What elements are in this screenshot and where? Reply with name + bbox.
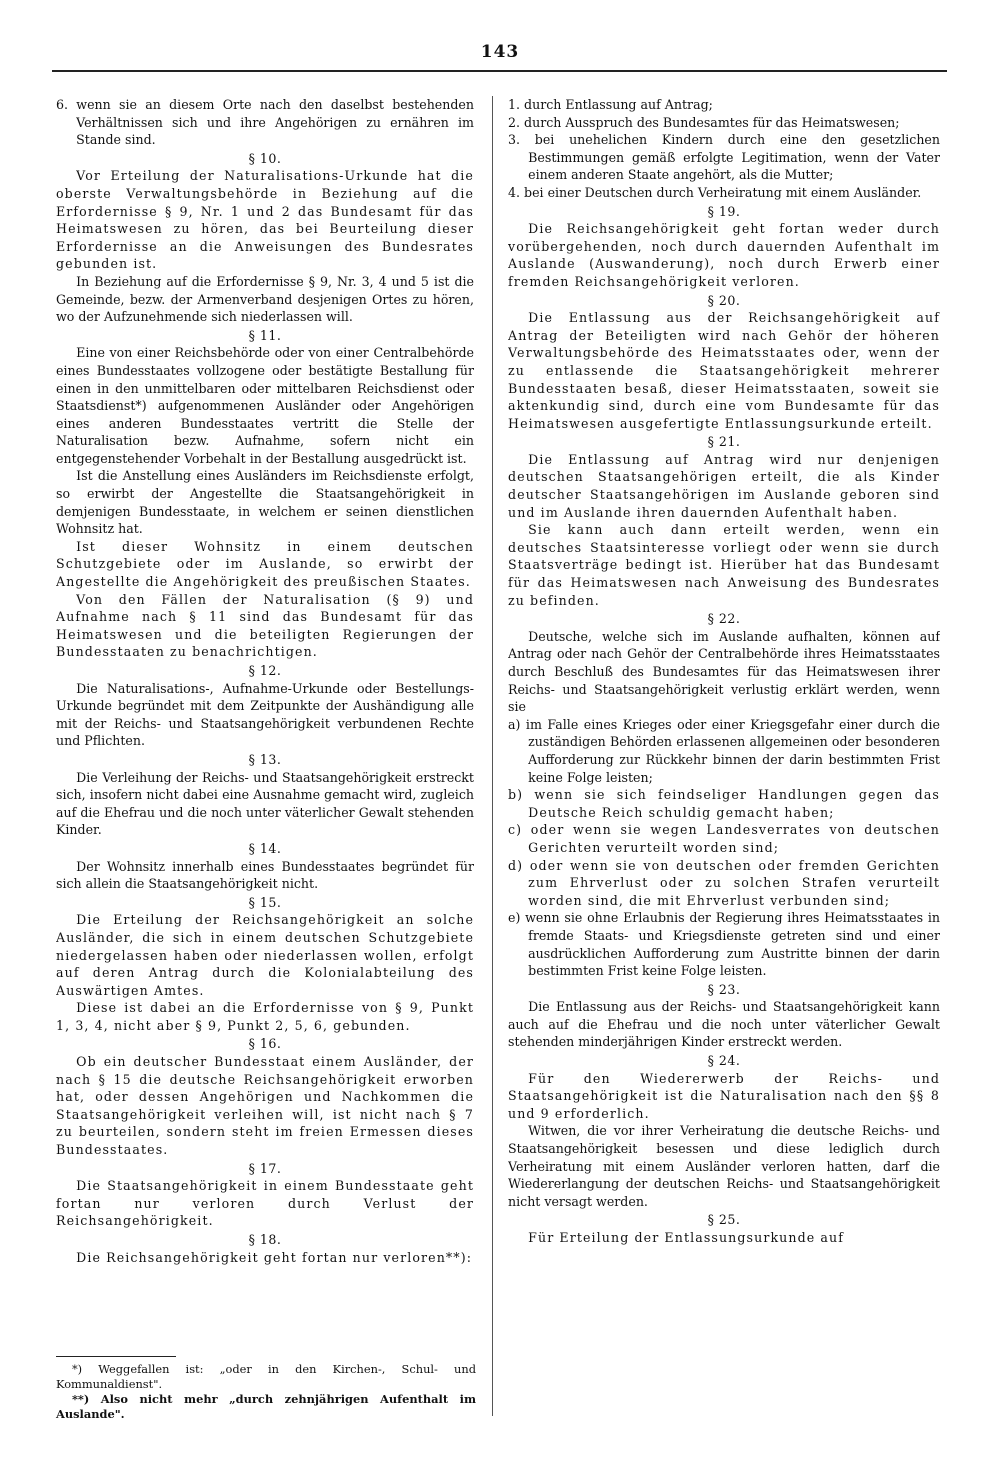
page-number: 143 [480, 42, 520, 62]
right-paragraph: a) im Falle eines Krieges oder einer Kriegsgefahr einer durch die zuständigen Behörden erlassenen allgemeinen oder besonderen Aufforderung zur Rückkehr binnen der darin bestimmten Frist keine Folge leisten; [508, 716, 940, 785]
left-section-heading: § 11. [248, 327, 282, 343]
left-paragraph: Die Verleihung der Reichs- und Staatsangehörigkeit erstreckt sich, insofern nicht dabei eine Ausnahme gemacht wird, zugleich auf die Ehefrau und die noch unter väterlicher Gewalt stehenden Kinder. [56, 769, 474, 838]
footnote-1: *) Weggefallen ist: „oder in den Kirchen-, Schul- und Kommunaldienst". [56, 1362, 476, 1391]
left-section-heading: § 18. [248, 1232, 282, 1247]
left-column [56, 96, 474, 1416]
column-divider [492, 96, 493, 1416]
left-paragraph: Diese ist dabei an die Erfordernisse von § 9, Punkt 1, 3, 4, nicht aber § 9, Punkt 2, 5, 6, gebunden. [56, 1000, 474, 1033]
left-paragraph: Die Staatsangehörigkeit in einem Bundesstaate geht fortan nur verloren durch Verlust der Reichsangehörigkeit. [56, 1178, 474, 1229]
left-paragraph: Ob ein deutscher Bundesstaat einem Ausländer, der nach § 15 die deutsche Reichsangehörigkeit erworben hat, oder dessen Angehörigen und Nachkommen die Staatsangehörigkeit verleihen will, ist nicht nach § 7 zu beurteilen, sondern steht im freien Ermessen dieses Bundesstaates. [56, 1054, 474, 1158]
left-paragraph: Vor Erteilung der Naturalisations-Urkunde hat die oberste Verwaltungsbehörde in Beziehung auf die Erfordernisse § 9, Nr. 1 und 2 das Bundesamt für das Heimatswesen zu hören, das bei Beurteilung dieser Erfordernisse an die Anweisungen des Bundesrates gebunden ist. [56, 168, 474, 272]
right-paragraph: Deutsche, welche sich im Auslande aufhalten, können auf Antrag oder nach Gehör der Centralbehörde ihres Heimatsstaates durch Beschluß des Bundesamtes für das Heimatswesen ihrer Reichs- und Staatsangehörigkeit verlustig erklärt werden, wenn sie [508, 628, 940, 715]
right-section-heading: § 20. [707, 292, 741, 308]
right-paragraph: 3. bei unehelichen Kindern durch eine den gesetzlichen Bestimmungen gemäß erfolgte Legitimation, wenn der Vater einem anderen Staate angehört, als die Mutter; [508, 132, 940, 183]
right-paragraph: 2. durch Ausspruch des Bundesamtes für das Heimatswesen; [508, 114, 900, 130]
right-paragraph: Die Entlassung auf Antrag wird nur denjenigen deutschen Staatsangehörigen erteilt, die als Kinder deutscher Staatsangehörigen im Auslande geboren sind und im Auslande ihren dauernden Aufenthalt haben. [508, 451, 940, 520]
right-section-heading: § 25. [707, 1212, 741, 1228]
right-paragraph: Die Entlassung aus der Reichs- und Staatsangehörigkeit kann auch auf die Ehefrau und die noch unter väterlicher Gewalt stehenden minderjährigen Kinder erstreckt werden. [508, 999, 940, 1050]
footnote-rule [56, 1356, 176, 1357]
right-paragraph: Für den Wiedererwerb der Reichs- und Staatsangehörigkeit ist die Naturalisation nach den §§ 8 und 9 erforderlich. [508, 1070, 940, 1121]
right-section-heading: § 19. [707, 203, 741, 219]
right-section-heading: § 24. [707, 1053, 741, 1069]
left-section-heading: § 14. [248, 840, 282, 856]
footnotes [56, 1362, 476, 1422]
left-section-heading: § 17. [248, 1160, 282, 1176]
right-paragraph: 4. bei einer Deutschen durch Verheiratung mit einem Ausländer. [508, 184, 922, 200]
right-paragraph: Sie kann auch dann erteilt werden, wenn ein deutsches Staatsinteresse vorliegt oder wenn sie durch Staatsverträge bedingt ist. Hierüber hat das Bundesamt für das Heimatswesen nach Anweisung des Bundesrates zu befinden. [508, 522, 940, 608]
left-section-heading: § 13. [248, 751, 282, 767]
right-section-heading: § 21. [707, 434, 741, 450]
right-column [508, 96, 940, 1406]
left-section-heading: § 12. [248, 663, 282, 678]
right-paragraph: Witwen, die vor ihrer Verheiratung die deutsche Reichs- und Staatsangehörigkeit besessen und diese lediglich durch Verheiratung mit einem Ausländer verloren hatten, darf die Wiedererlangung der deutschen Reichs- und Staatsangehörigkeit nicht versagt werden. [508, 1123, 940, 1209]
right-paragraph: e) wenn sie ohne Erlaubnis der Regierung ihres Heimatsstaates in fremde Staats- und Kriegsdienste getreten sind und einer ausdrücklichen Aufforderung zum Austritte binnen der darin bestimmten Frist keine Folge leisten. [508, 910, 940, 979]
right-section-heading: § 22. [707, 611, 741, 627]
left-paragraph: Ist die Anstellung eines Ausländers im Reichsdienste erfolgt, so erwirbt der Angestellte die Staatsangehörigkeit in demjenigen Bundesstaate, in welchem er seinen dienstlichen Wohnsitz hat. [56, 468, 474, 537]
left-section-heading: § 16. [248, 1036, 282, 1052]
left-paragraph: Die Reichsangehörigkeit geht fortan nur verloren**): [76, 1249, 473, 1265]
left-paragraph: Die Naturalisations-, Aufnahme-Urkunde oder Bestellungs-Urkunde begründet mit dem Zeitpunkte der Aushändigung alle mit der Reichs- und Staatsangehörigkeit verbundenen Rechte und Pflichten. [56, 680, 474, 749]
right-paragraph: 1. durch Entlassung auf Antrag; [508, 97, 713, 112]
right-paragraph: Die Entlassung aus der Reichsangehörigkeit auf Antrag der Beteiligten wird nach Gehör der höheren Verwaltungsbehörde des Heimatsstaates oder, wenn der zu entlassende die Staatsangehörigkeit mehrerer Bundesstaaten besaß, dieser Heimatsstaaten, soweit sie aktenkundig sind, durch eine vom Bundesamte für das Heimatswesen ausgefertigte Entlassungsurkunde erteilt. [508, 310, 940, 431]
left-paragraph: Eine von einer Reichsbehörde oder von einer Centralbehörde eines Bundesstaates vollzogene oder bestätigte Bestallung für einen in den unmittelbaren oder mittelbaren Reichsdienst oder Staatsdienst*) aufgenommenen Ausländer oder Angehörigen eines anderen Bundesstaates vertritt die Stelle der Naturalisation bezw. Aufnahme, sofern nicht ein entgegenstehender Vorbehalt in der Bestallung ausgedrückt ist. [56, 345, 474, 466]
left-paragraph: Von den Fällen der Naturalisation (§ 9) und Aufnahme nach § 11 sind das Bundesamt für das Heimatswesen und die beteiligten Regierungen der Bundesstaaten zu benachrichtigen. [56, 591, 474, 660]
left-paragraph: In Beziehung auf die Erfordernisse § 9, Nr. 3, 4 und 5 ist die Gemeinde, bezw. der Armenverband desjenigen Ortes zu hören, wo der Aufzunehmende sich niederlassen will. [56, 273, 474, 325]
right-section-heading: § 23. [707, 981, 741, 997]
left-paragraph: 6. wenn sie an diesem Orte nach den daselbst bestehenden Verhältnissen sich und ihre Angehörigen zu ernähren im Stande sind. [56, 97, 474, 148]
footnote-2: **) Also nicht mehr „durch zehnjährigen Aufenthalt im Auslande". [56, 1392, 476, 1421]
right-paragraph: d) oder wenn sie von deutschen oder fremden Gerichten zum Ehrverlust oder zu solchen Strafen verurteilt worden sind, die mit Ehrverlust verbunden sind; [508, 857, 940, 908]
right-paragraph: c) oder wenn sie wegen Landesverrates von deutschen Gerichten verurteilt worden sind; [508, 822, 940, 855]
right-paragraph: b) wenn sie sich feindseliger Handlungen gegen das Deutsche Reich schuldig gemacht haben; [508, 787, 940, 820]
header-rule [52, 70, 947, 72]
right-paragraph: Die Reichsangehörigkeit geht fortan weder durch vorübergehenden, noch durch dauernden Aufenthalt im Auslande (Auswanderung), noch durch Erwerb einer fremden Reichsangehörigkeit verloren. [508, 221, 940, 289]
left-section-heading: § 15. [248, 894, 282, 910]
right-paragraph: Für Erteilung der Entlassungsurkunde auf [528, 1230, 844, 1245]
left-paragraph: Ist dieser Wohnsitz in einem deutschen Schutzgebiete oder im Auslande, so erwirbt der Angestellte die Angehörigkeit des preußischen Staates. [56, 538, 474, 590]
left-paragraph: Die Erteilung der Reichsangehörigkeit an solche Ausländer, die sich in einem deutschen Schutzgebiete niedergelassen haben oder niederlassen wollen, erfolgt auf deren Antrag durch die Kolonialabteilung des Auswärtigen Amtes. [56, 912, 474, 998]
left-section-heading: § 10. [248, 150, 282, 166]
left-paragraph: Der Wohnsitz innerhalb eines Bundesstaates begründet für sich allein die Staatsangehörigkeit nicht. [56, 858, 474, 892]
